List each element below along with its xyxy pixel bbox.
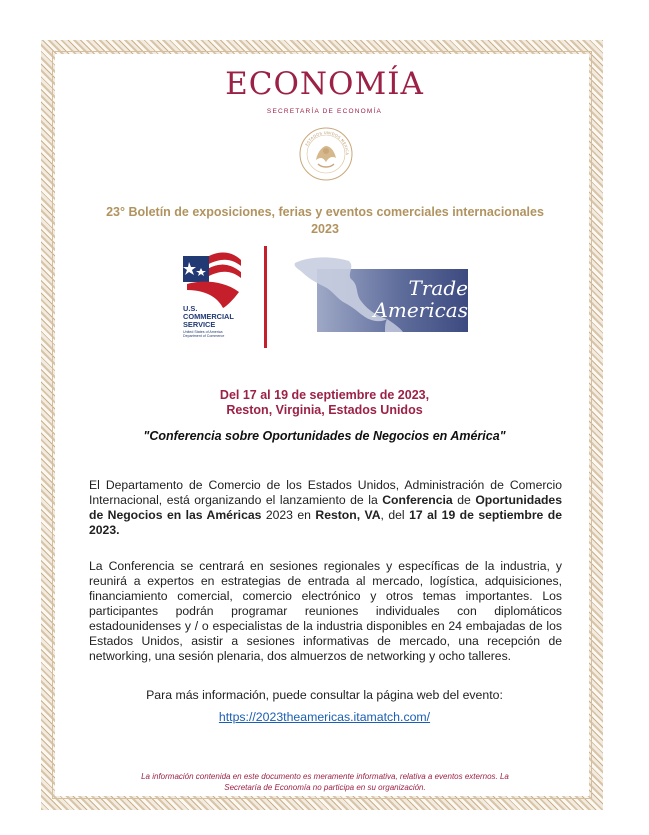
- svg-text:ESTADOS UNIDOS MEXICANOS: ESTADOS UNIDOS MEXICA: [304, 130, 350, 156]
- more-info-text: Para más información, puede consultar la página web del evento:: [146, 688, 503, 702]
- us-commercial-service-flag-icon: [183, 250, 243, 308]
- uscs-department-caption: United States of America Department of Commerce: [183, 330, 225, 339]
- uscs-wordmark: U.S. COMMERCIAL SERVICE: [183, 304, 234, 329]
- event-website-link[interactable]: https://2023theamericas.itamatch.com/: [218, 710, 431, 724]
- event-dates-location: Del 17 al 19 de septiembre de 2023, Reston, Virginia, Estados Unidos: [219, 388, 430, 417]
- mexico-seal-icon: [298, 126, 354, 182]
- disclaimer: La información contenida en este documento es meramente informativa, relativa a eventos externos. La Secretaría de Economía no participa en su organización.: [141, 772, 509, 792]
- paragraph-intro: El Departamento de Comercio de los Estados Unidos, Administración de Comercio Internacional, está organizando el lanzamiento de la Conferencia de Oportunidades de Negocios en las Américas 2023 en Reston, VA, del 17 al 19 de septiembre de 2023.: [89, 478, 562, 537]
- bulletin-title: 23° Boletín de exposiciones, ferias y eventos comerciales internacionales 2023: [106, 205, 544, 236]
- logo-subtitle: SECRETARÍA DE ECONOMÍA: [266, 108, 383, 115]
- logo-title: ECONOMÍA: [225, 66, 424, 102]
- trade-americas-wordmark: Trade Americas: [373, 276, 468, 322]
- logo-divider: [264, 246, 267, 348]
- paragraph-details: La Conferencia se centrará en sesiones regionales y específicas de la industria, y reunirá a expertos en estrategias de entrada al mercado, logística, adquisiciones, financiamiento comercial, comercio electrónico y otros temas importantes. Los participantes podrán programar reuniones individuales con diplomáticos estadounidenses y / o especialistas de la industria disponibles en 24 embajadas de los Estados Unidos, asistir a sesiones informativas de mercado, una recepción de networking, una sesión plenaria, dos almuerzos de networking y ocho talleres.: [89, 559, 562, 663]
- conference-title: "Conferencia sobre Oportunidades de Negocios en América": [143, 429, 506, 443]
